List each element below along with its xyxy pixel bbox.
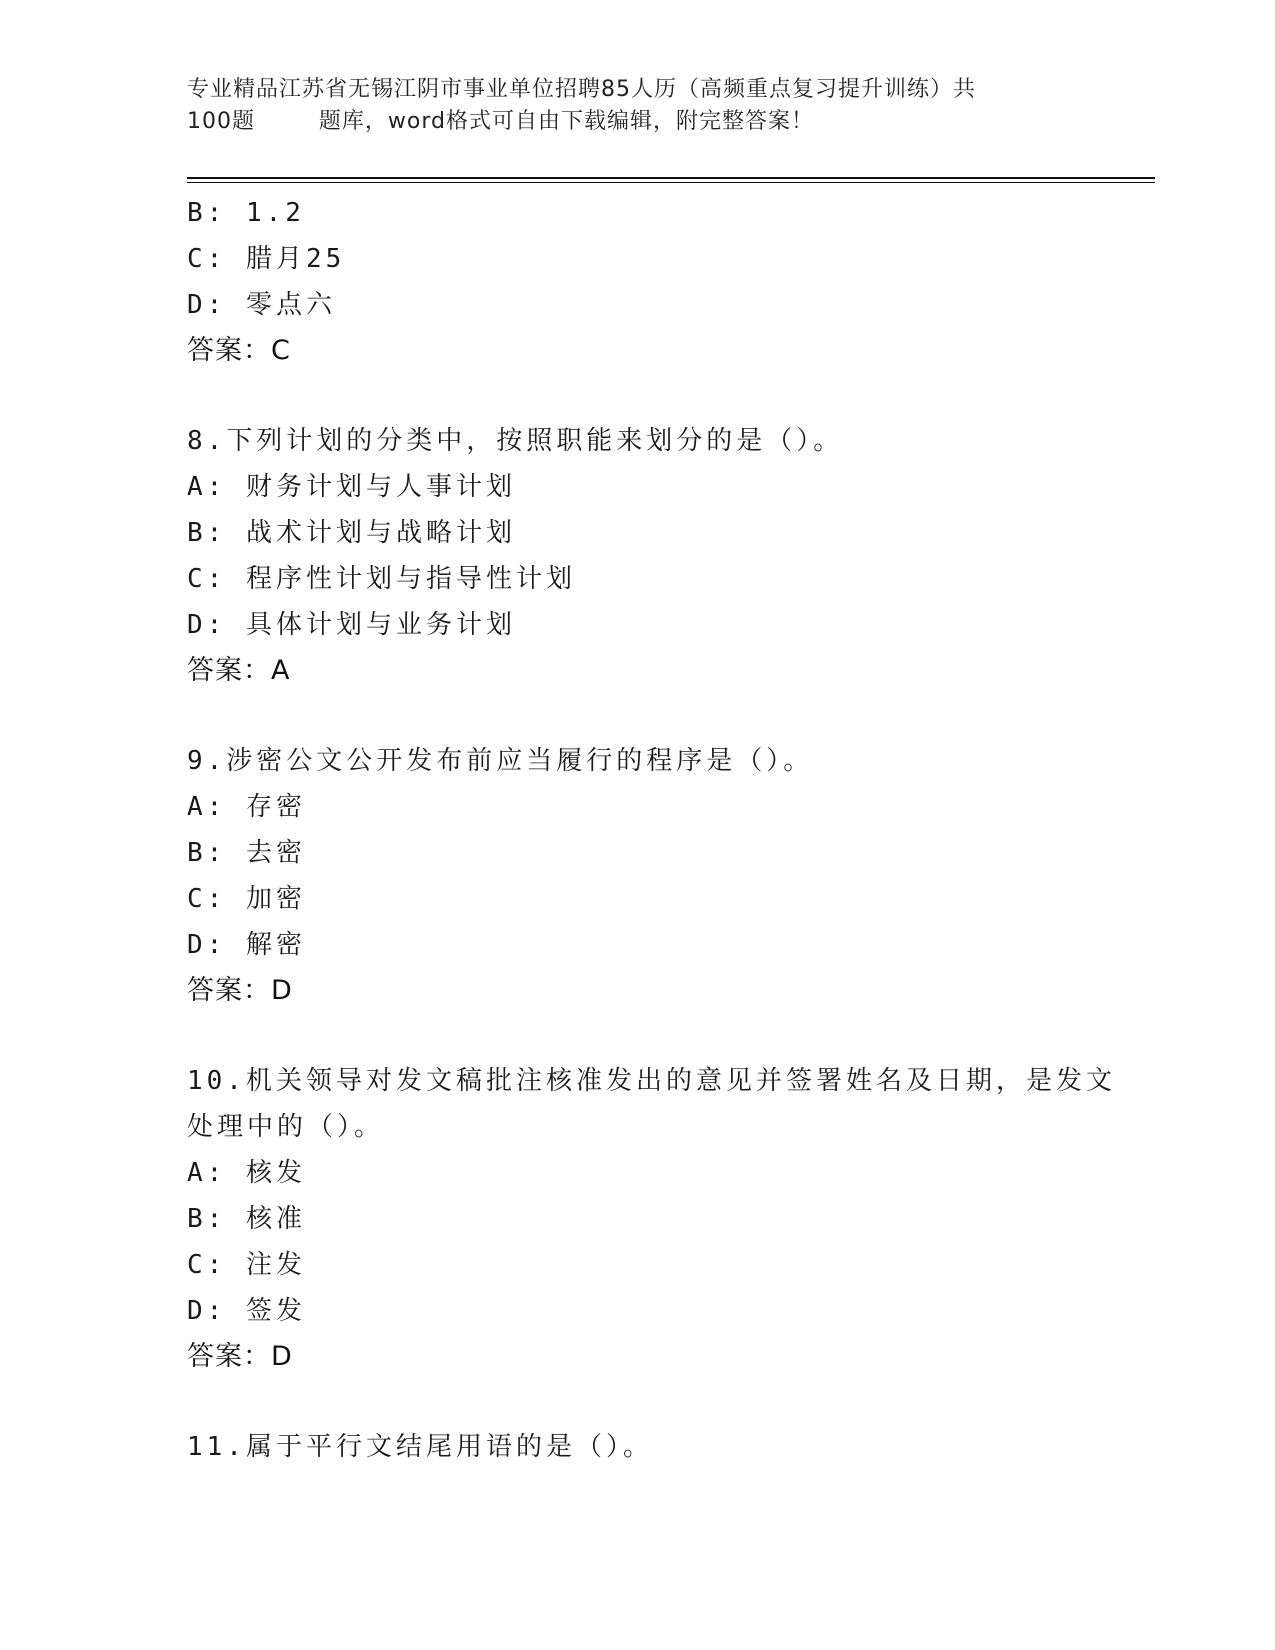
header-title-line2: 100题 题库，word格式可自由下载编辑，附完整答案！ [187, 109, 815, 134]
question-stem: 11.属于平行文结尾用语的是（）。 [187, 1432, 653, 1462]
answer-line: 答案：C [187, 335, 291, 366]
answer-line: 答案：D [187, 1341, 293, 1372]
question-stem: 8.下列计划的分类中，按照职能来划分的是（）。 [187, 426, 844, 456]
option-d: D: 具体计划与业务计划 [187, 610, 516, 640]
question-stem-line2: 处理中的（）。 [187, 1112, 385, 1142]
answer-line: 答案：A [187, 655, 291, 686]
option-d: D: 解密 [187, 930, 306, 960]
header-title-line1: 专业精品江苏省无锡江阴市事业单位招聘85人历（高频重点复习提升训练）共 [187, 77, 976, 102]
option-c: C: 腊月25 [187, 244, 346, 274]
question-list [187, 190, 1116, 1470]
question-stem-line1: 10.机关领导对发文稿批注核准发出的意见并签署姓名及日期，是发文 [187, 1066, 1116, 1096]
header-divider-thick [187, 177, 1155, 179]
option-a: A: 存密 [187, 792, 306, 822]
option-a: A: 核发 [187, 1158, 306, 1188]
question-9 [187, 738, 1087, 1014]
option-b: B: 去密 [187, 838, 306, 868]
question-11 [187, 1424, 1087, 1470]
header-divider-thin [187, 182, 1155, 183]
option-b: B: 战术计划与战略计划 [187, 518, 516, 548]
answer-line: 答案：D [187, 975, 293, 1006]
option-a: A: 财务计划与人事计划 [187, 472, 516, 502]
option-b: B: 核准 [187, 1204, 306, 1234]
question-10 [187, 1058, 1116, 1380]
option-c: C: 程序性计划与指导性计划 [187, 564, 576, 594]
option-b: B: 1.2 [187, 198, 305, 228]
question-stem: 9.涉密公文公开发布前应当履行的程序是（）。 [187, 746, 814, 776]
option-d: D: 零点六 [187, 290, 336, 320]
option-c: C: 加密 [187, 884, 306, 914]
option-c: C: 注发 [187, 1250, 306, 1280]
question-7-tail [187, 190, 1087, 374]
document-header [187, 74, 1067, 138]
option-d: D: 签发 [187, 1296, 306, 1326]
question-8 [187, 418, 1087, 694]
